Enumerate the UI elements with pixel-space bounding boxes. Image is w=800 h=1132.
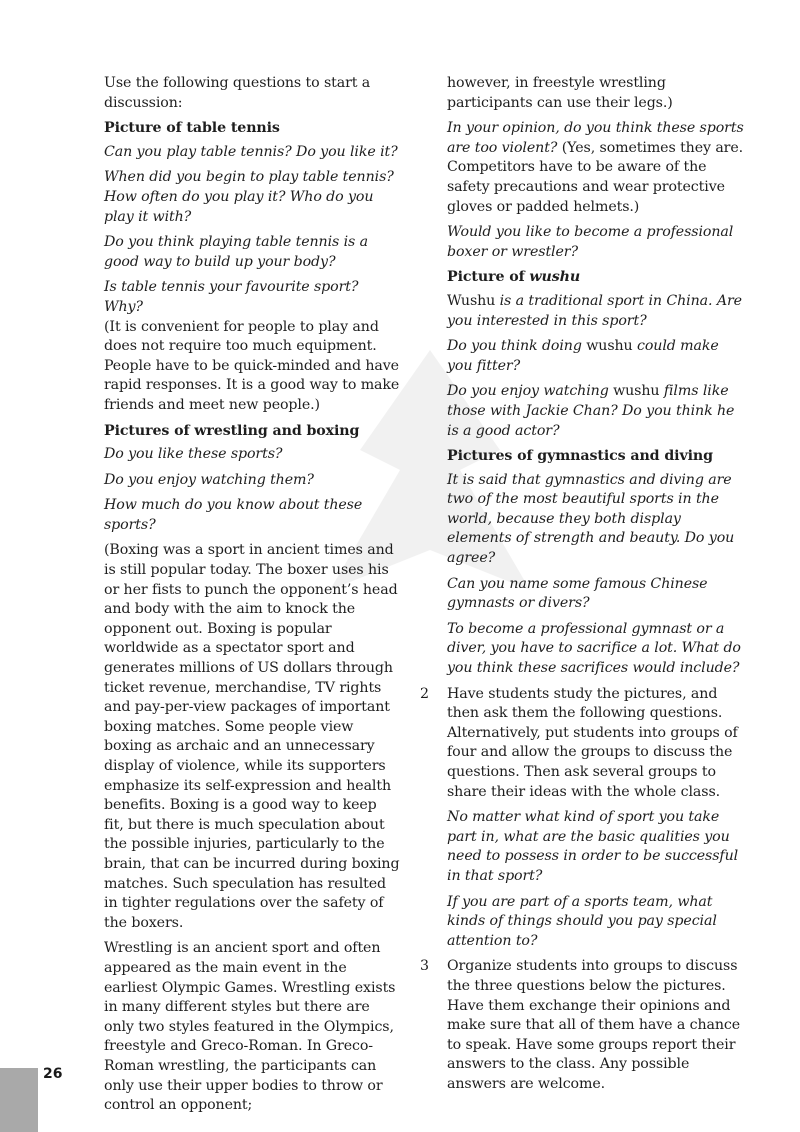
page-footer-bar	[0, 1068, 38, 1132]
question-text: In your opinion, do you think these sports are too violent?	[447, 120, 744, 156]
answer-text: (Yes, sometimes they are. Competitors have to be aware of the safety precautions and wear protective gloves or padded helmets.)	[447, 139, 744, 215]
question-text: No matter what kind of sport you take part in, what are the basic qualities you need to possess in order to be successful in that sport?	[447, 809, 739, 884]
question-text: Do you enjoy watching them?	[104, 471, 314, 488]
instruction-text: Organize students into groups to discuss the three questions below the pictures. Have them exchange their opinions and make sure that all of them have a chance to speak. Have some groups report their answers to the class. Any possible answers are welcome.	[447, 958, 741, 1092]
question-text: films like those with Jackie Chan? Do you think he is a good actor?	[447, 383, 735, 439]
answer-text: (It is convenient for people to play and does not require too much equipment. People have to be quick-minded and have rapid responses. It is a good way to make friends and meet new people.)	[104, 318, 400, 413]
question-text: Can you name some famous Chinese gymnasts or divers?	[447, 575, 708, 612]
answer-text: (Boxing was a sport in ancient times and is still popular today. The boxer uses his or her fists to punch the opponent’s head and body with the aim to knock the opponent out. Boxing is popular worldwide as a spectator sport and generates millions of US dollars through ticket revenue, merchandise, TV rights and pay-per-view packages of important boxing matches. Some people view boxing as archaic and an unnecessary display of violence, while its supporters emphasize its self-expression and health benefits. Boxing is a good way to keep fit, but there is much speculation about the possible injuries, particularly to the brain, that can be incurred during boxing matches. Such speculation has resulted in tighter regulations over the safety of the boxers.	[104, 542, 400, 931]
instruction-text: Have students study the pictures, and then ask them the following questions. Alternatively, put students into groups of four and allow the groups to discuss the questions. Then ask several groups to share their ideas with the whole class.	[447, 685, 738, 800]
heading-text: Picture of	[447, 269, 530, 286]
question-text: is a traditional sport in China. Are you interested in this sport?	[447, 292, 742, 329]
question-text: How much do you know about these sports?	[104, 497, 363, 533]
heading-gymnastics-diving: Pictures of gymnastics and diving	[447, 448, 713, 465]
question-text: Do you think playing table tennis is a good way to build up your body?	[104, 234, 368, 270]
question-text: If you are part of a sports team, what kinds of things should you pay special attention to?	[447, 893, 717, 949]
question-text: Do you enjoy watching	[447, 383, 614, 400]
term-text: wushu	[613, 383, 660, 400]
question-text: It is said that gymnastics and diving are two of the most beautiful sports in the world, because they both display elements of strength and beauty. Do you agree?	[447, 471, 735, 567]
question-text: Can you play table tennis? Do you like it?	[104, 143, 398, 160]
question-text: Do you like these sports?	[104, 446, 283, 463]
question-text	[447, 337, 747, 376]
question-text: To become a professional gymnast or a diver, you have to sacrifice a lot. What do you think these sacrifices would include?	[447, 620, 741, 677]
term-text: Wushu	[447, 292, 496, 309]
heading-wushu	[447, 268, 747, 288]
term-text: wushu	[586, 338, 633, 355]
body-paragraph: Wrestling is an ancient sport and often appeared as the main event in the earliest Olympic Games. Wrestling exists in many different styles but there are only two styles featured in the Olympics, freestyle and Greco-Roman. In Greco-Roman wrestling, the participants can only use their upper bodies to throw or control an opponent;	[104, 940, 396, 1114]
right-column	[420, 74, 747, 1101]
question-text: Do you think doing	[447, 338, 587, 355]
instruction-item	[420, 685, 747, 803]
item-number: 3	[420, 958, 430, 975]
instruction-item	[420, 957, 747, 1094]
question-text	[447, 382, 747, 441]
question-text: Is table tennis your favourite sport? Why?	[104, 279, 359, 315]
intro-text: Use the following questions to start a discussion:	[104, 75, 371, 111]
question-text: Would you like to become a professional boxer or wrestler?	[447, 224, 734, 260]
heading-text-italic: wushu	[529, 269, 581, 286]
question-text	[447, 292, 747, 331]
left-column	[104, 74, 400, 1122]
heading-wrestling-boxing: Pictures of wrestling and boxing	[104, 422, 360, 439]
heading-table-tennis: Picture of table tennis	[104, 120, 280, 137]
page-number: 26	[43, 1066, 63, 1082]
question-text: could make you fitter?	[447, 338, 719, 374]
question-answer	[447, 119, 747, 217]
answer-text: however, in freestyle wrestling participants can use their legs.)	[447, 75, 673, 111]
question-text: When did you begin to play table tennis? How often do you play it? Who do you play it with?	[104, 169, 394, 225]
item-number: 2	[420, 685, 430, 702]
